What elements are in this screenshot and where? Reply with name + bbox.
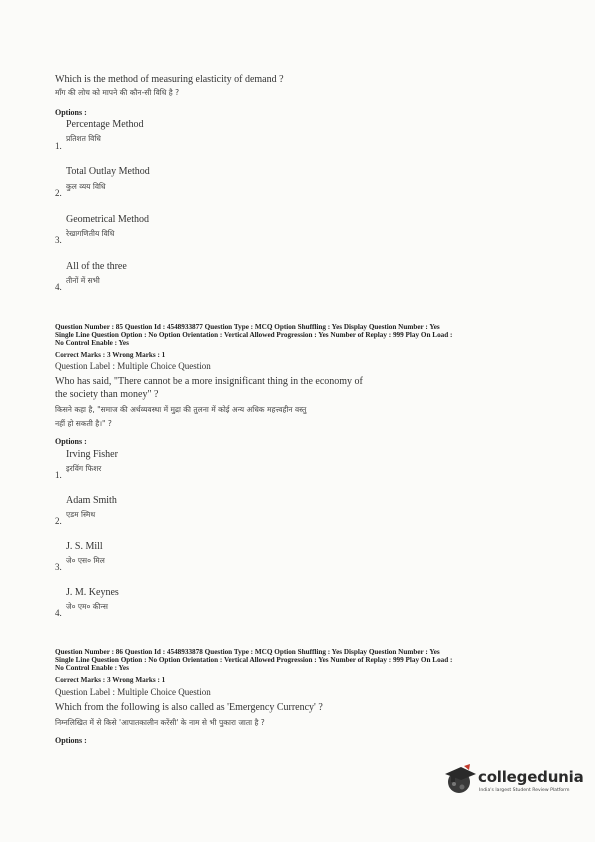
question-text-hi: किसने कहा है, "समाज की अर्थव्यवस्था में मुद्रा की तुलना में कोई अन्य अधिक महत्त्वहीन वस्तु xyxy=(55,405,307,414)
question-label: Question Label : Multiple Choice Question xyxy=(55,361,211,371)
question-text-hi: माँग की लोच को मापने की कौन-सी विधि है ? xyxy=(55,88,180,97)
option-text-hi: इरविंग फिशर xyxy=(66,464,102,473)
option-number: 1. xyxy=(55,470,62,480)
option-text-hi: तीनों में सभी xyxy=(66,276,100,285)
question-meta-line: No Control Enable : Yes xyxy=(55,339,129,347)
option-text-hi: रेखागणितीय विधि xyxy=(66,229,115,238)
option-text-hi: कुल व्यय विधि xyxy=(66,182,106,191)
options-label: Options : xyxy=(55,437,87,446)
option-text-en: Percentage Method xyxy=(66,119,144,130)
question-meta-line: Question Number : 86 Question Id : 4548933878 Question Type : MCQ Option Shuffling : Yes Display Question Number : Yes xyxy=(55,648,440,656)
option-text-en: Geometrical Method xyxy=(66,214,150,225)
question-meta-line: Single Line Question Option : No Option Orientation : Vertical Allowed Progression : Yes Number of Replay : 999 Play On Load : xyxy=(55,331,453,339)
question-text-hi: नहीं हो सकती है।" ? xyxy=(55,419,112,428)
option-text-hi: प्रतिशत विधि xyxy=(66,134,101,143)
option-text-en: J. M. Keynes xyxy=(66,587,119,598)
graduation-cap-icon xyxy=(442,762,478,798)
option-number: 4. xyxy=(55,282,62,292)
option-number: 2. xyxy=(55,516,62,526)
options-label: Options : xyxy=(55,736,87,745)
option-text-hi: एडम स्मिथ xyxy=(66,510,96,519)
question-text-en: Which from the following is also called as 'Emergency Currency' ? xyxy=(55,702,323,713)
logo-name: collegedunia xyxy=(478,768,584,786)
option-text-en: J. S. Mill xyxy=(66,541,103,552)
question-label: Question Label : Multiple Choice Question xyxy=(55,687,211,697)
option-number: 3. xyxy=(55,235,62,245)
question-meta-line: Single Line Question Option : No Option Orientation : Vertical Allowed Progression : Yes Number of Replay : 999 Play On Load : xyxy=(55,656,453,664)
option-text-en: Adam Smith xyxy=(66,495,117,506)
options-label: Options : xyxy=(55,108,87,117)
logo-tagline: India's largest Student Review Platform xyxy=(479,788,570,793)
marks-line: Correct Marks : 3 Wrong Marks : 1 xyxy=(55,351,166,359)
collegedunia-logo xyxy=(442,762,582,802)
option-text-hi: जे० एम० कीन्स xyxy=(66,602,108,611)
option-number: 4. xyxy=(55,608,62,618)
question-text-en: the society than money" ? xyxy=(55,389,159,400)
question-meta-line: Question Number : 85 Question Id : 4548933877 Question Type : MCQ Option Shuffling : Yes Display Question Number : Yes xyxy=(55,323,440,331)
option-text-en: Irving Fisher xyxy=(66,449,118,460)
option-text-en: Total Outlay Method xyxy=(66,166,150,177)
option-text-hi: जे० एस० मिल xyxy=(66,556,105,565)
option-number: 2. xyxy=(55,188,62,198)
option-number: 3. xyxy=(55,562,62,572)
option-number: 1. xyxy=(55,141,62,151)
question-text-hi: निम्नलिखित में से किसे 'आपातकालीन करेंसी' के नाम से भी पुकारा जाता है ? xyxy=(55,718,265,727)
question-text-en: Which is the method of measuring elasticity of demand ? xyxy=(55,74,284,85)
question-meta-line: No Control Enable : Yes xyxy=(55,664,129,672)
question-text-en: Who has said, "There cannot be a more insignificant thing in the economy of xyxy=(55,376,363,387)
option-text-en: All of the three xyxy=(66,261,127,272)
marks-line: Correct Marks : 3 Wrong Marks : 1 xyxy=(55,676,166,684)
